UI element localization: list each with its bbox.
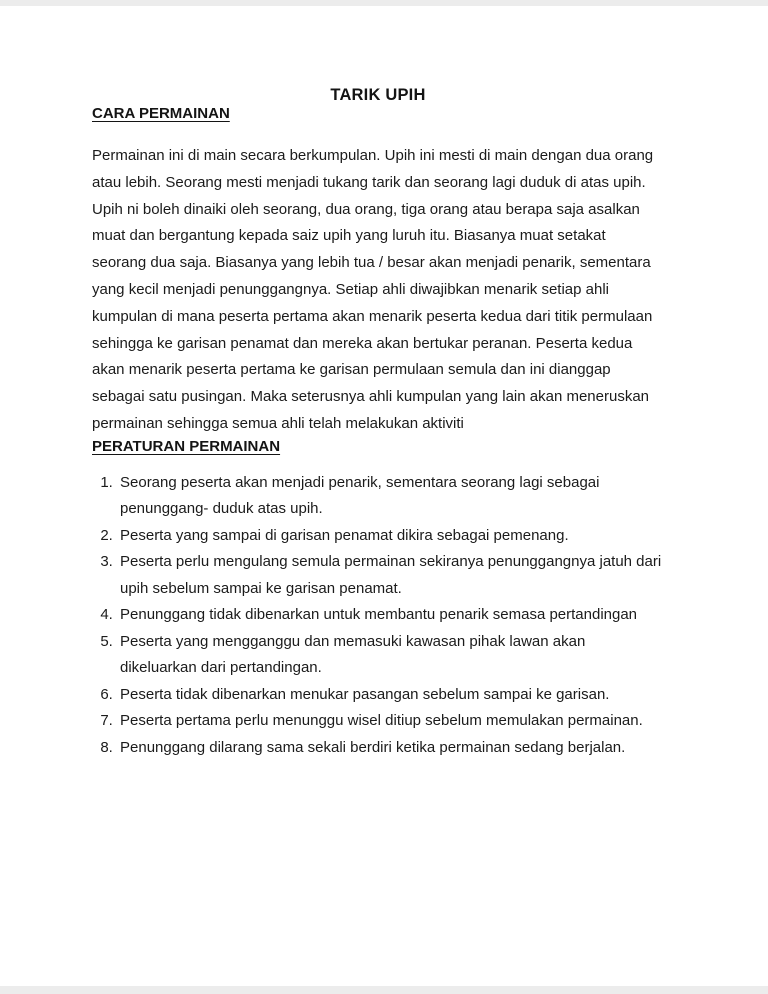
rules-list [92, 470, 664, 762]
document-title: TARIK UPIH [330, 86, 426, 104]
rule-item-8: 8. Penunggang dilarang sama sekali berdiri ketika permainan sedang berjalan. [117, 735, 664, 762]
rule-item-1: 1. Seorang peserta akan menjadi penarik, sementara seorang lagi sebagai penunggang- duduk atas upih. [117, 470, 664, 523]
page-edge-bottom [0, 986, 768, 994]
cara-permainan-paragraph: Permainan ini di main secara berkumpulan. Upih ini mesti di main dengan dua orang atau lebih. Seorang mesti menjadi tukang tarik dan seorang lagi duduk di atas upih. Upih ni boleh dinaiki oleh seorang, dua orang, tiga orang atau berapa saja asalkan muat dan bergantung kepada saiz upih yang luruh itu. Biasanya muat setakat seorang dua saja. Biasanya yang lebih tua / besar akan menjadi penarik, sementara yang kecil menjadi penunggangnya. Setiap ahli diwajibkan menarik setiap ahli kumpulan di mana peserta pertama akan menarik peserta kedua dari titik permulaan sehingga ke garisan penamat dan mereka akan bertukar peranan. Peserta kedua akan menarik peserta pertama ke garisan permulaan semula dan ini dianggap sebagai satu pusingan. Maka seterusnya ahli kumpulan yang lain akan meneruskan permainan sehingga semua ahli telah melakukan aktiviti [92, 147, 654, 432]
rule-item-7: 7. Peserta pertama perlu menunggu wisel ditiup sebelum memulakan permainan. [117, 708, 664, 735]
section-heading-cara-permainan: CARA PERMAINAN [92, 105, 230, 122]
section-heading-peraturan-permainan: PERATURAN PERMAINAN [92, 437, 281, 455]
rule-item-3: 3. Peserta perlu mengulang semula permainan sekiranya penunggangnya jatuh dari upih sebelum sampai ke garisan penamat. [117, 549, 664, 602]
rule-item-2: 2. Peserta yang sampai di garisan penamat dikira sebagai pemenang. [117, 523, 664, 550]
rule-item-5: 5. Peserta yang mengganggu dan memasuki kawasan pihak lawan akan dikeluarkan dari pertandingan. [117, 629, 664, 682]
rule-item-4: 4. Penunggang tidak dibenarkan untuk membantu penarik semasa pertandingan [117, 602, 664, 629]
rule-item-6: 6. Peserta tidak dibenarkan menukar pasangan sebelum sampai ke garisan. [117, 682, 664, 709]
page-edge-top [0, 0, 768, 6]
